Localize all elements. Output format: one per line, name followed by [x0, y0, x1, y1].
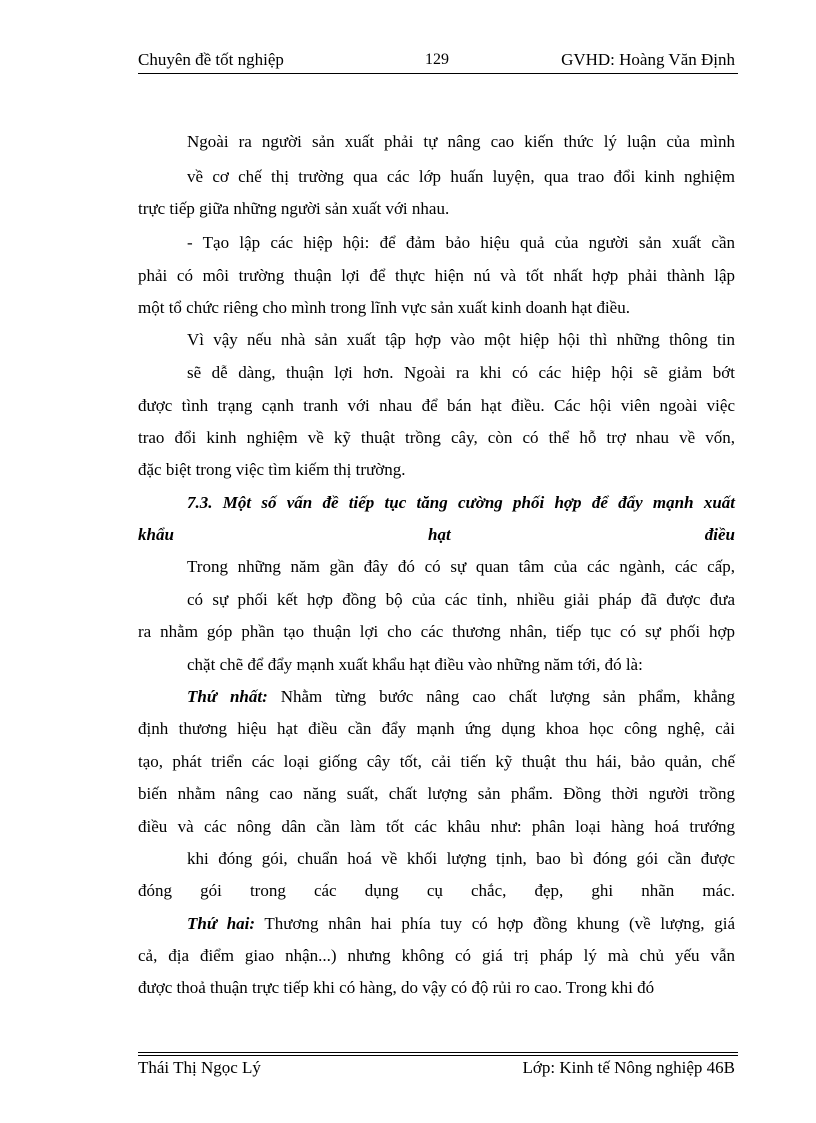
paragraph-line: - Tạo lập các hiệp hội: để đảm bảo hiệu quả của người sản xuất cần	[187, 233, 735, 252]
footer-class: Lớp: Kinh tế Nông nghiệp 46B	[522, 1058, 735, 1077]
paragraph-line: về cơ chế thị trường qua các lớp huấn luyện, qua trao đổi kinh nghiệm	[187, 167, 735, 186]
second-point-text: Thương nhân hai phía tuy có hợp đồng khung (về lượng, giá	[255, 914, 735, 933]
paragraph-line: có sự phối kết hợp đồng bộ của các tỉnh, nhiều giải pháp đã được đưa	[187, 590, 735, 609]
paragraph-line-second-point	[187, 914, 735, 934]
header-advisor: GVHD: Hoàng Văn Định	[561, 50, 735, 69]
first-point-text: Nhằm từng bước nâng cao chất lượng sản phẩm, khẳng	[267, 687, 735, 706]
paragraph-line: chặt chẽ để đẩy mạnh xuất khẩu hạt điều vào những năm tới, đó là:	[187, 655, 643, 674]
footer-rule-top	[138, 1052, 738, 1053]
label-thu-hai: Thứ hai:	[187, 914, 256, 933]
footer-author: Thái Thị Ngọc Lý	[138, 1058, 261, 1077]
paragraph-line: được thoả thuận trực tiếp khi có hàng, do vậy có độ rủi ro cao. Trong khi đó	[138, 978, 655, 997]
paragraph-line: được tình trạng cạnh tranh với nhau để bán hạt điều. Các hội viên ngoài việc	[138, 396, 735, 415]
paragraph-line: Trong những năm gần đây đó có sự quan tâm của các ngành, các cấp,	[187, 557, 735, 576]
paragraph-line: đóng gói trong các dụng cụ chắc, đẹp, ghi nhãn mác.	[138, 881, 735, 900]
paragraph-line: Ngoài ra người sản xuất phải tự nâng cao kiến thức lý luận của mình	[187, 132, 735, 151]
paragraph-line: cả, địa điểm giao nhận...) nhưng không có giá trị pháp lý mà chủ yếu vẫn	[138, 946, 735, 965]
footer-rule-bottom	[138, 1055, 738, 1056]
paragraph-line: trực tiếp giữa những người sản xuất với nhau.	[138, 199, 450, 218]
paragraph-line: điều và các nông dân cần làm tốt các khâu như: phân loại hàng hoá trướng	[138, 817, 735, 836]
page-number: 129	[425, 51, 449, 68]
paragraph-line: trao đổi kinh nghiệm về kỹ thuật trồng cây, còn có thể hỗ trợ nhau về vốn,	[138, 428, 735, 447]
paragraph-line: sẽ dễ dàng, thuận lợi hơn. Ngoài ra khi có các hiệp hội sẽ giảm bớt	[187, 363, 735, 382]
paragraph-line: ra nhằm góp phần tạo thuận lợi cho các thương nhân, tiếp tục có sự phối hợp	[138, 622, 735, 641]
section-heading-continued: khẩu hạt điều	[138, 525, 735, 544]
label-thu-nhat: Thứ nhất:	[187, 687, 268, 706]
section-heading: 7.3. Một số vấn đề tiếp tục tăng cường phối hợp để đẩy mạnh xuất	[187, 493, 735, 512]
paragraph-line: định thương hiệu hạt điều cần đẩy mạnh ứng dụng khoa học công nghệ, cải	[138, 719, 735, 738]
paragraph-line: một tổ chức riêng cho mình trong lĩnh vực sản xuất kinh doanh hạt điều.	[138, 298, 630, 317]
paragraph-line: biến nhằm nâng cao năng suất, chất lượng sản phẩm. Đồng thời người trồng	[138, 784, 735, 803]
header-title: Chuyên đề tốt nghiệp	[138, 50, 284, 69]
paragraph-line: phải có môi trường thuận lợi để thực hiện nú và tốt nhất hợp phải thành lập	[138, 266, 735, 285]
paragraph-line: Vì vậy nếu nhà sản xuất tập hợp vào một hiệp hội thì những thông tin	[187, 330, 735, 349]
paragraph-line: tạo, phát triển các loại giống cây tốt, cải tiến kỹ thuật thu hái, bảo quản, chế	[138, 752, 735, 771]
paragraph-line: đặc biệt trong việc tìm kiếm thị trường.	[138, 460, 406, 479]
page-footer	[138, 1058, 735, 1082]
header-rule	[138, 73, 738, 74]
paragraph-line-first-point	[187, 687, 735, 707]
paragraph-line: khi đóng gói, chuẩn hoá về khối lượng tịnh, bao bì đóng gói cần được	[187, 849, 735, 868]
